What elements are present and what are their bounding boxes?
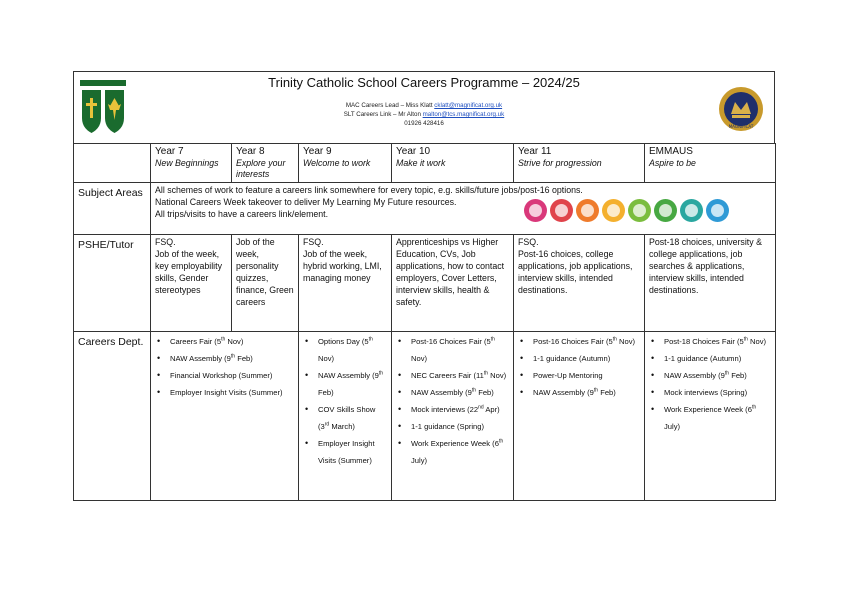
creativity-icon	[602, 199, 625, 222]
pshe-year-10: Apprenticeships vs Higher Education, CVs, Job applications, how to contact employers, Cover Letters, interview skills, health & safety.	[392, 235, 514, 332]
problem-solving-icon	[576, 199, 599, 222]
pshe-year-8: Job of the week, personality quizzes, finance, Green careers	[232, 235, 299, 332]
phone-number: 01926 428416	[404, 120, 444, 127]
careers-lead-email-link[interactable]: cklatt@magnificat.org.uk	[434, 102, 503, 109]
teamwork-icon	[706, 199, 729, 222]
careers-programme-table	[73, 143, 776, 501]
slt-link-line: SLT Careers Link – Mr Alton malton@tcs.magnificat.org.uk	[343, 111, 505, 118]
careers-emmaus	[645, 332, 776, 501]
list-item: • Employer Insight Visits (Summer)	[155, 384, 294, 401]
col-year-9: Year 9 Welcome to work	[299, 144, 392, 183]
list-item: • NAW Assembly (9th Feb)	[396, 384, 509, 401]
pshe-year-7: FSQ. Job of the week, key employability skills, Gender stereotypes	[151, 235, 232, 332]
col-emmaus: EMMAUS Aspire to be	[645, 144, 776, 183]
leadership-icon	[680, 199, 703, 222]
careers-year-10	[392, 332, 514, 501]
page-title: Trinity Catholic School Careers Programme – 2024/25	[268, 75, 580, 90]
list-item: • NAW Assembly (9th Feb)	[303, 367, 387, 401]
list-item: • Post-16 Choices Fair (5th Nov)	[518, 333, 640, 350]
list-item: • Post-16 Choices Fair (5th Nov)	[396, 333, 509, 367]
seal-text: MAGNIFICAT	[728, 124, 754, 129]
row-label-subject-areas: Subject Areas	[74, 183, 151, 235]
magnificat-seal-icon	[718, 86, 764, 132]
corner-cell	[74, 144, 151, 183]
list-item: • 1-1 guidance (Spring)	[396, 418, 509, 435]
contact-block	[74, 101, 774, 128]
list-item: • Financial Workshop (Summer)	[155, 367, 294, 384]
slt-email-link[interactable]: malton@tcs.magnificat.org.uk	[422, 111, 505, 118]
pshe-year-11: FSQ. Post-16 choices, college applications, job applications, interview skills, intended destinations.	[514, 235, 645, 332]
careers-lead-line: MAC Careers Lead – Miss Klatt cklatt@magnificat.org.uk	[345, 102, 503, 109]
row-label-careers: Careers Dept.	[74, 332, 151, 501]
header-box	[73, 71, 775, 144]
col-year-8: Year 8 Explore your interests	[232, 144, 299, 183]
list-item: • NAW Assembly (9th Feb)	[155, 350, 294, 367]
subject-areas-text: All schemes of work to feature a careers link somewhere for every topic, e.g. skills/future jobs/post-16 options. National Careers Week takeover to deliver My Learning My Future resources. All trips/visits to have a careers link/element.	[151, 183, 776, 235]
listening-icon	[524, 199, 547, 222]
skills-builder-icons	[524, 199, 729, 222]
careers-dept-row	[74, 332, 776, 501]
list-item: • NAW Assembly (9th Feb)	[649, 367, 771, 384]
list-item: • Options Day (5th Nov)	[303, 333, 387, 367]
list-item: • Employer Insight Visits (Summer)	[303, 435, 387, 469]
list-item: • Careers Fair (5th Nov)	[155, 333, 294, 350]
year-header-row	[74, 144, 776, 183]
list-item: • NAW Assembly (9th Feb)	[518, 384, 640, 401]
list-item: • 1-1 guidance (Autumn)	[518, 350, 640, 367]
col-year-10: Year 10 Make it work	[392, 144, 514, 183]
list-item: • Work Experience Week (6th July)	[396, 435, 509, 469]
col-year-7: Year 7 New Beginnings	[151, 144, 232, 183]
careers-year-11	[514, 332, 645, 501]
row-label-pshe: PSHE/Tutor	[74, 235, 151, 332]
pshe-emmaus: Post-18 choices, university & college applications, job searches & applications, interview skills, intended destinations.	[645, 235, 776, 332]
list-item: • Post-18 Choices Fair (5th Nov)	[649, 333, 771, 350]
pshe-year-9: FSQ. Job of the week, hybrid working, LMI, managing money	[299, 235, 392, 332]
list-item: • COV Skills Show (3rd March)	[303, 401, 387, 435]
list-item: • Mock interviews (22nd Apr)	[396, 401, 509, 418]
aiming-high-icon	[654, 199, 677, 222]
list-item: • 1-1 guidance (Autumn)	[649, 350, 771, 367]
careers-year-7-8	[151, 332, 299, 501]
pshe-row	[74, 235, 776, 332]
list-item: • Power-Up Mentoring	[518, 367, 640, 384]
list-item: • Work Experience Week (6th July)	[649, 401, 771, 435]
careers-year-9	[299, 332, 392, 501]
staying-positive-icon	[628, 199, 651, 222]
col-year-11: Year 11 Strive for progression	[514, 144, 645, 183]
list-item: • Mock interviews (Spring)	[649, 384, 771, 401]
speaking-icon	[550, 199, 573, 222]
list-item: • NEC Careers Fair (11th Nov)	[396, 367, 509, 384]
